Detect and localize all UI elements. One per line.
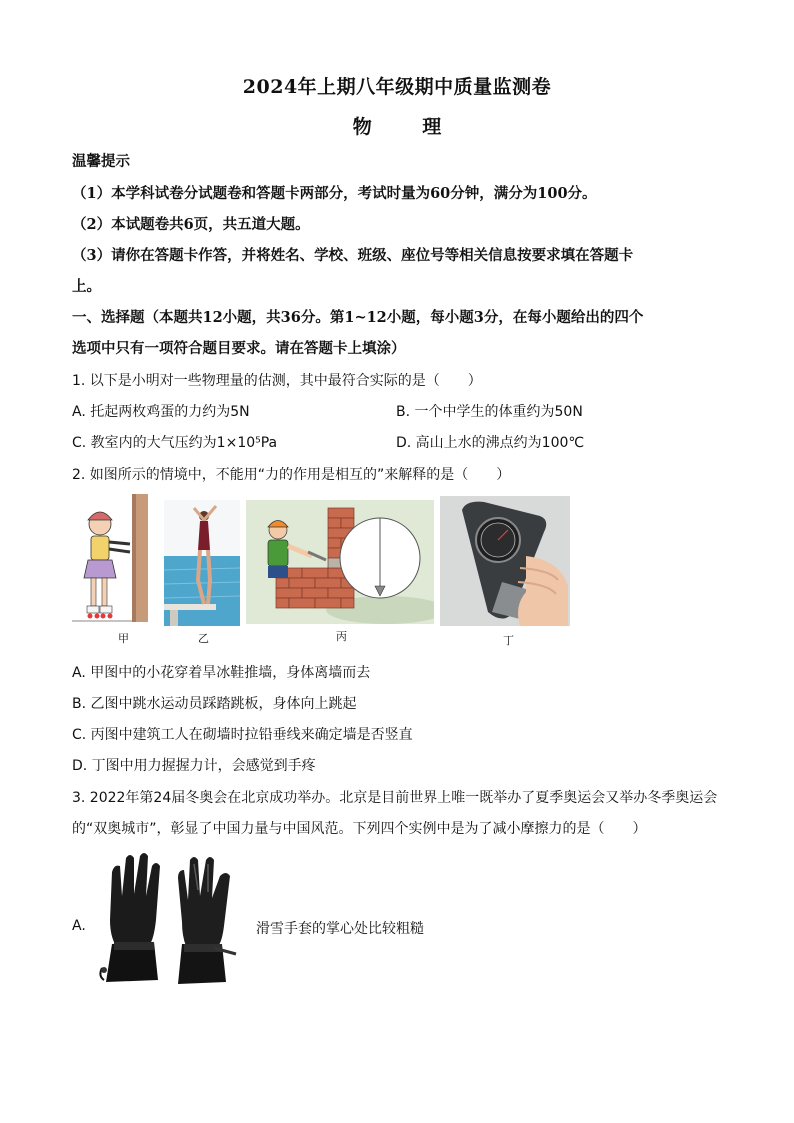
q2-figure-yi [164,500,240,626]
q2-option-c: C. 丙图中建筑工人在砌墙时拉铅垂线来确定墙是否竖直 [72,727,413,743]
q2-figure-ding [440,496,570,626]
q3-stem-line2: 的“双奥城市”，彰显了中国力量与中国风范。下列四个实例中是为了减小摩擦力的是（ ） [72,821,647,837]
q1-option-d: D. 高山上水的沸点约为100℃ [396,435,585,451]
section-heading-line2: 选项中只有一项符合题目要求。请在答题卡上填涂） [72,340,406,357]
ski-gloves-photo [96,850,246,990]
builder-plumb-line-illustration [246,500,434,624]
notice-heading: 温馨提示 [72,153,130,170]
notice-item-3: （3）请你在答题卡作答，并将姓名、学校、班级、座位号等相关信息按要求填在答题卡 [72,247,634,264]
q2-figure-label-ding: 丁 [503,634,514,647]
q1-stem: 1. 以下是小明对一些物理量的估测，其中最符合实际的是（ ） [72,373,482,389]
section-heading-line1: 一、选择题（本题共12小题，共36分。第1~12小题，每小题3分，在每小题给出的四个 [72,309,644,326]
q2-option-d: D. 丁图中用力握握力计，会感觉到手疼 [72,758,316,774]
q1-option-b: B. 一个中学生的体重约为50N [396,404,583,420]
notice-item-3-cont: 上。 [72,278,101,295]
notice-item-1: （1）本学科试卷分试题卷和答题卡两部分，考试时量为60分钟，满分为100分。 [72,185,597,202]
diver-springboard-photo [164,500,240,626]
grip-dynamometer-photo [440,496,570,626]
q2-figure-label-yi: 乙 [198,632,209,645]
exam-title: 2024年上期八年级期中质量监测卷 [242,76,552,98]
q2-option-a: A. 甲图中的小花穿着旱冰鞋推墙，身体离墙而去 [72,665,371,681]
q1-option-a: A. 托起两枚鸡蛋的力约为5N [72,404,250,420]
subject-title: 物 理 [352,116,464,138]
q2-stem: 2. 如图所示的情境中，不能用“力的作用是相互的”来解释的是（ ） [72,467,511,483]
q2-figure-label-bing: 丙 [336,630,347,643]
q3-option-a-figure [96,850,246,990]
notice-item-2: （2）本试题卷共6页，共五道大题。 [72,216,310,233]
q2-figure-bing [246,500,434,624]
girl-pushing-wall-illustration [72,494,154,626]
q2-figure-label-jia: 甲 [118,632,129,645]
q3-stem-line1: 3. 2022年第24届冬奥会在北京成功举办。北京是目前世界上唯一既举办了夏季奥运会又举办冬季奥运会 [72,790,718,806]
q1-option-c: C. 教室内的大气压约为1×10⁵Pa [72,435,278,451]
q3-option-a-letter: A. [72,918,86,934]
q2-option-b: B. 乙图中跳水运动员踩踏跳板，身体向上跳起 [72,696,357,712]
q3-option-a-text: 滑雪手套的掌心处比较粗糙 [256,921,424,937]
q2-figure-jia [72,494,154,626]
